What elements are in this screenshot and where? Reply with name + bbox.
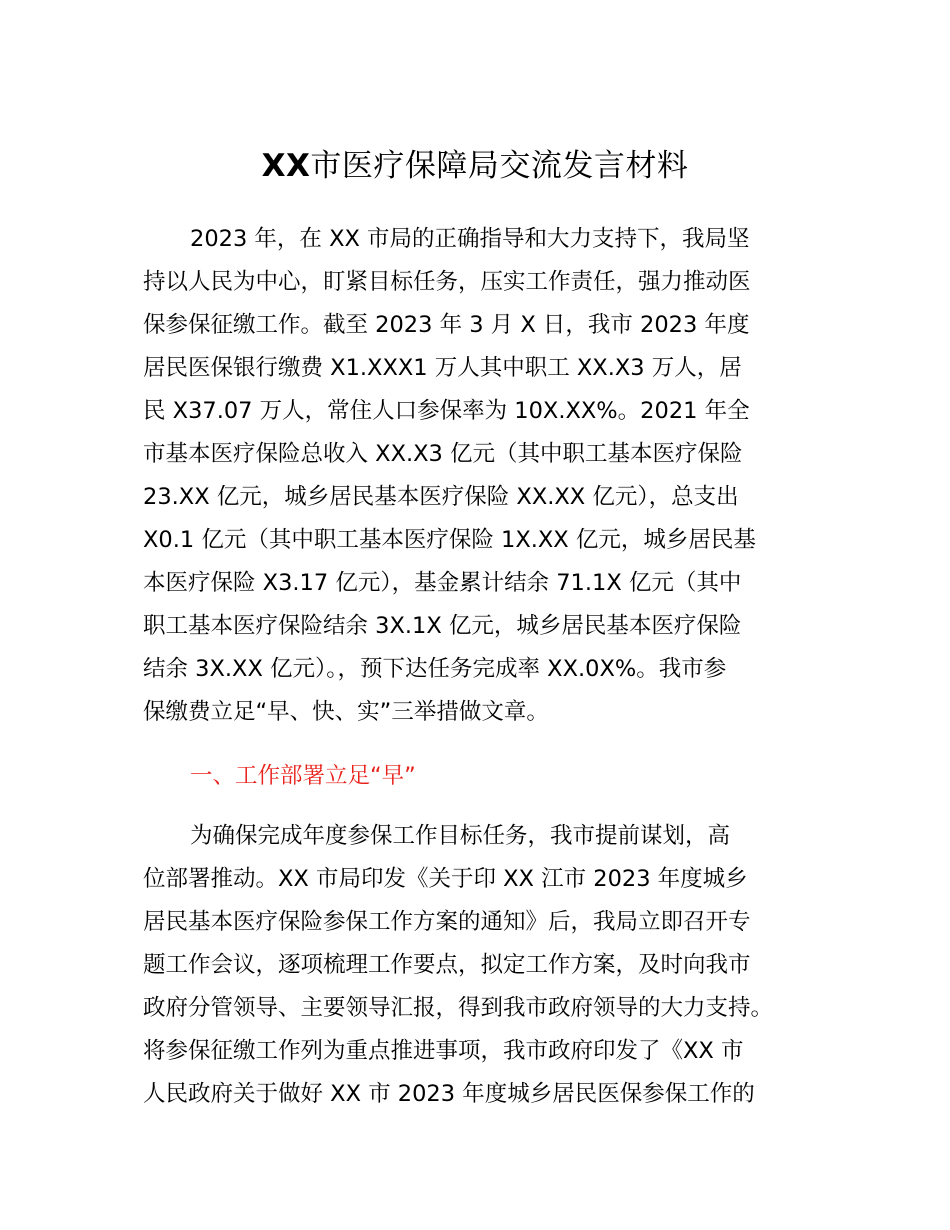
paragraph1-line: 保参保征缴工作。截至 2023 年 3 月 X 日，我市 2023 年度 (143, 312, 750, 338)
title-rest: 市医疗保障局交流发言材料 (310, 148, 689, 184)
paragraph2-line: 人民政府关于做好 XX 市 2023 年度城乡居民医保参保工作的 (143, 1081, 755, 1107)
paragraph1-line: 民 X37.07 万人，常住人口参保率为 10X.XX%。2021 年全 (143, 398, 750, 424)
document-title (0, 142, 950, 190)
section-heading: 一、工作部署立足“早” (190, 763, 416, 789)
paragraph1-line: 23.XX 亿元，城乡居民基本医疗保险 XX.XX 亿元），总支出 (143, 484, 739, 510)
paragraph2-line: 将参保征缴工作列为重点推进事项，我市政府印发了《XX 市 (143, 1038, 744, 1064)
paragraph1-line: 保缴费立足“早、快、实”三举措做文章。 (143, 699, 549, 725)
paragraph2-line: 为确保完成年度参保工作目标任务，我市提前谋划，高 (190, 823, 731, 849)
paragraph2-line: 题工作会议，逐项梳理工作要点，拟定工作方案，及时向我市 (143, 952, 751, 978)
paragraph2-line: 政府分管领导、主要领导汇报，得到我市政府领导的大力支持。 (143, 995, 774, 1021)
paragraph1-line: 职工基本医疗保险结余 3X.1X 亿元，城乡居民基本医疗保险 (143, 613, 742, 639)
paragraph2-line: 位部署推动。XX 市局印发《关于印 XX 江市 2023 年度城乡 (143, 866, 748, 892)
paragraph1-line: 结余 3X.XX 亿元）。，预下达任务完成率 XX.0X%。我市参 (143, 656, 727, 682)
paragraph1-line: 本医疗保险 X3.17 亿元），基金累计结余 71.1X 亿元（其中 (143, 570, 742, 596)
paragraph2-line: 居民基本医疗保险参保工作方案的通知》后，我局立即召开专 (143, 909, 751, 935)
paragraph1-line: 市基本医疗保险总收入 XX.X3 亿元（其中职工基本医疗保险 (143, 441, 743, 467)
paragraph1-line: X0.1 亿元（其中职工基本医疗保险 1X.XX 亿元，城乡居民基 (143, 527, 756, 553)
paragraph1-line: 持以人民为中心，盯紧目标任务，压实工作责任，强力推动医 (143, 269, 751, 295)
paragraph1-line: 2023 年，在 XX 市局的正确指导和大力支持下，我局坚 (190, 226, 750, 252)
title-prefix: XX (261, 148, 311, 184)
paragraph1-line: 居民医保银行缴费 X1.XXX1 万人其中职工 XX.X3 万人，居 (143, 355, 742, 381)
